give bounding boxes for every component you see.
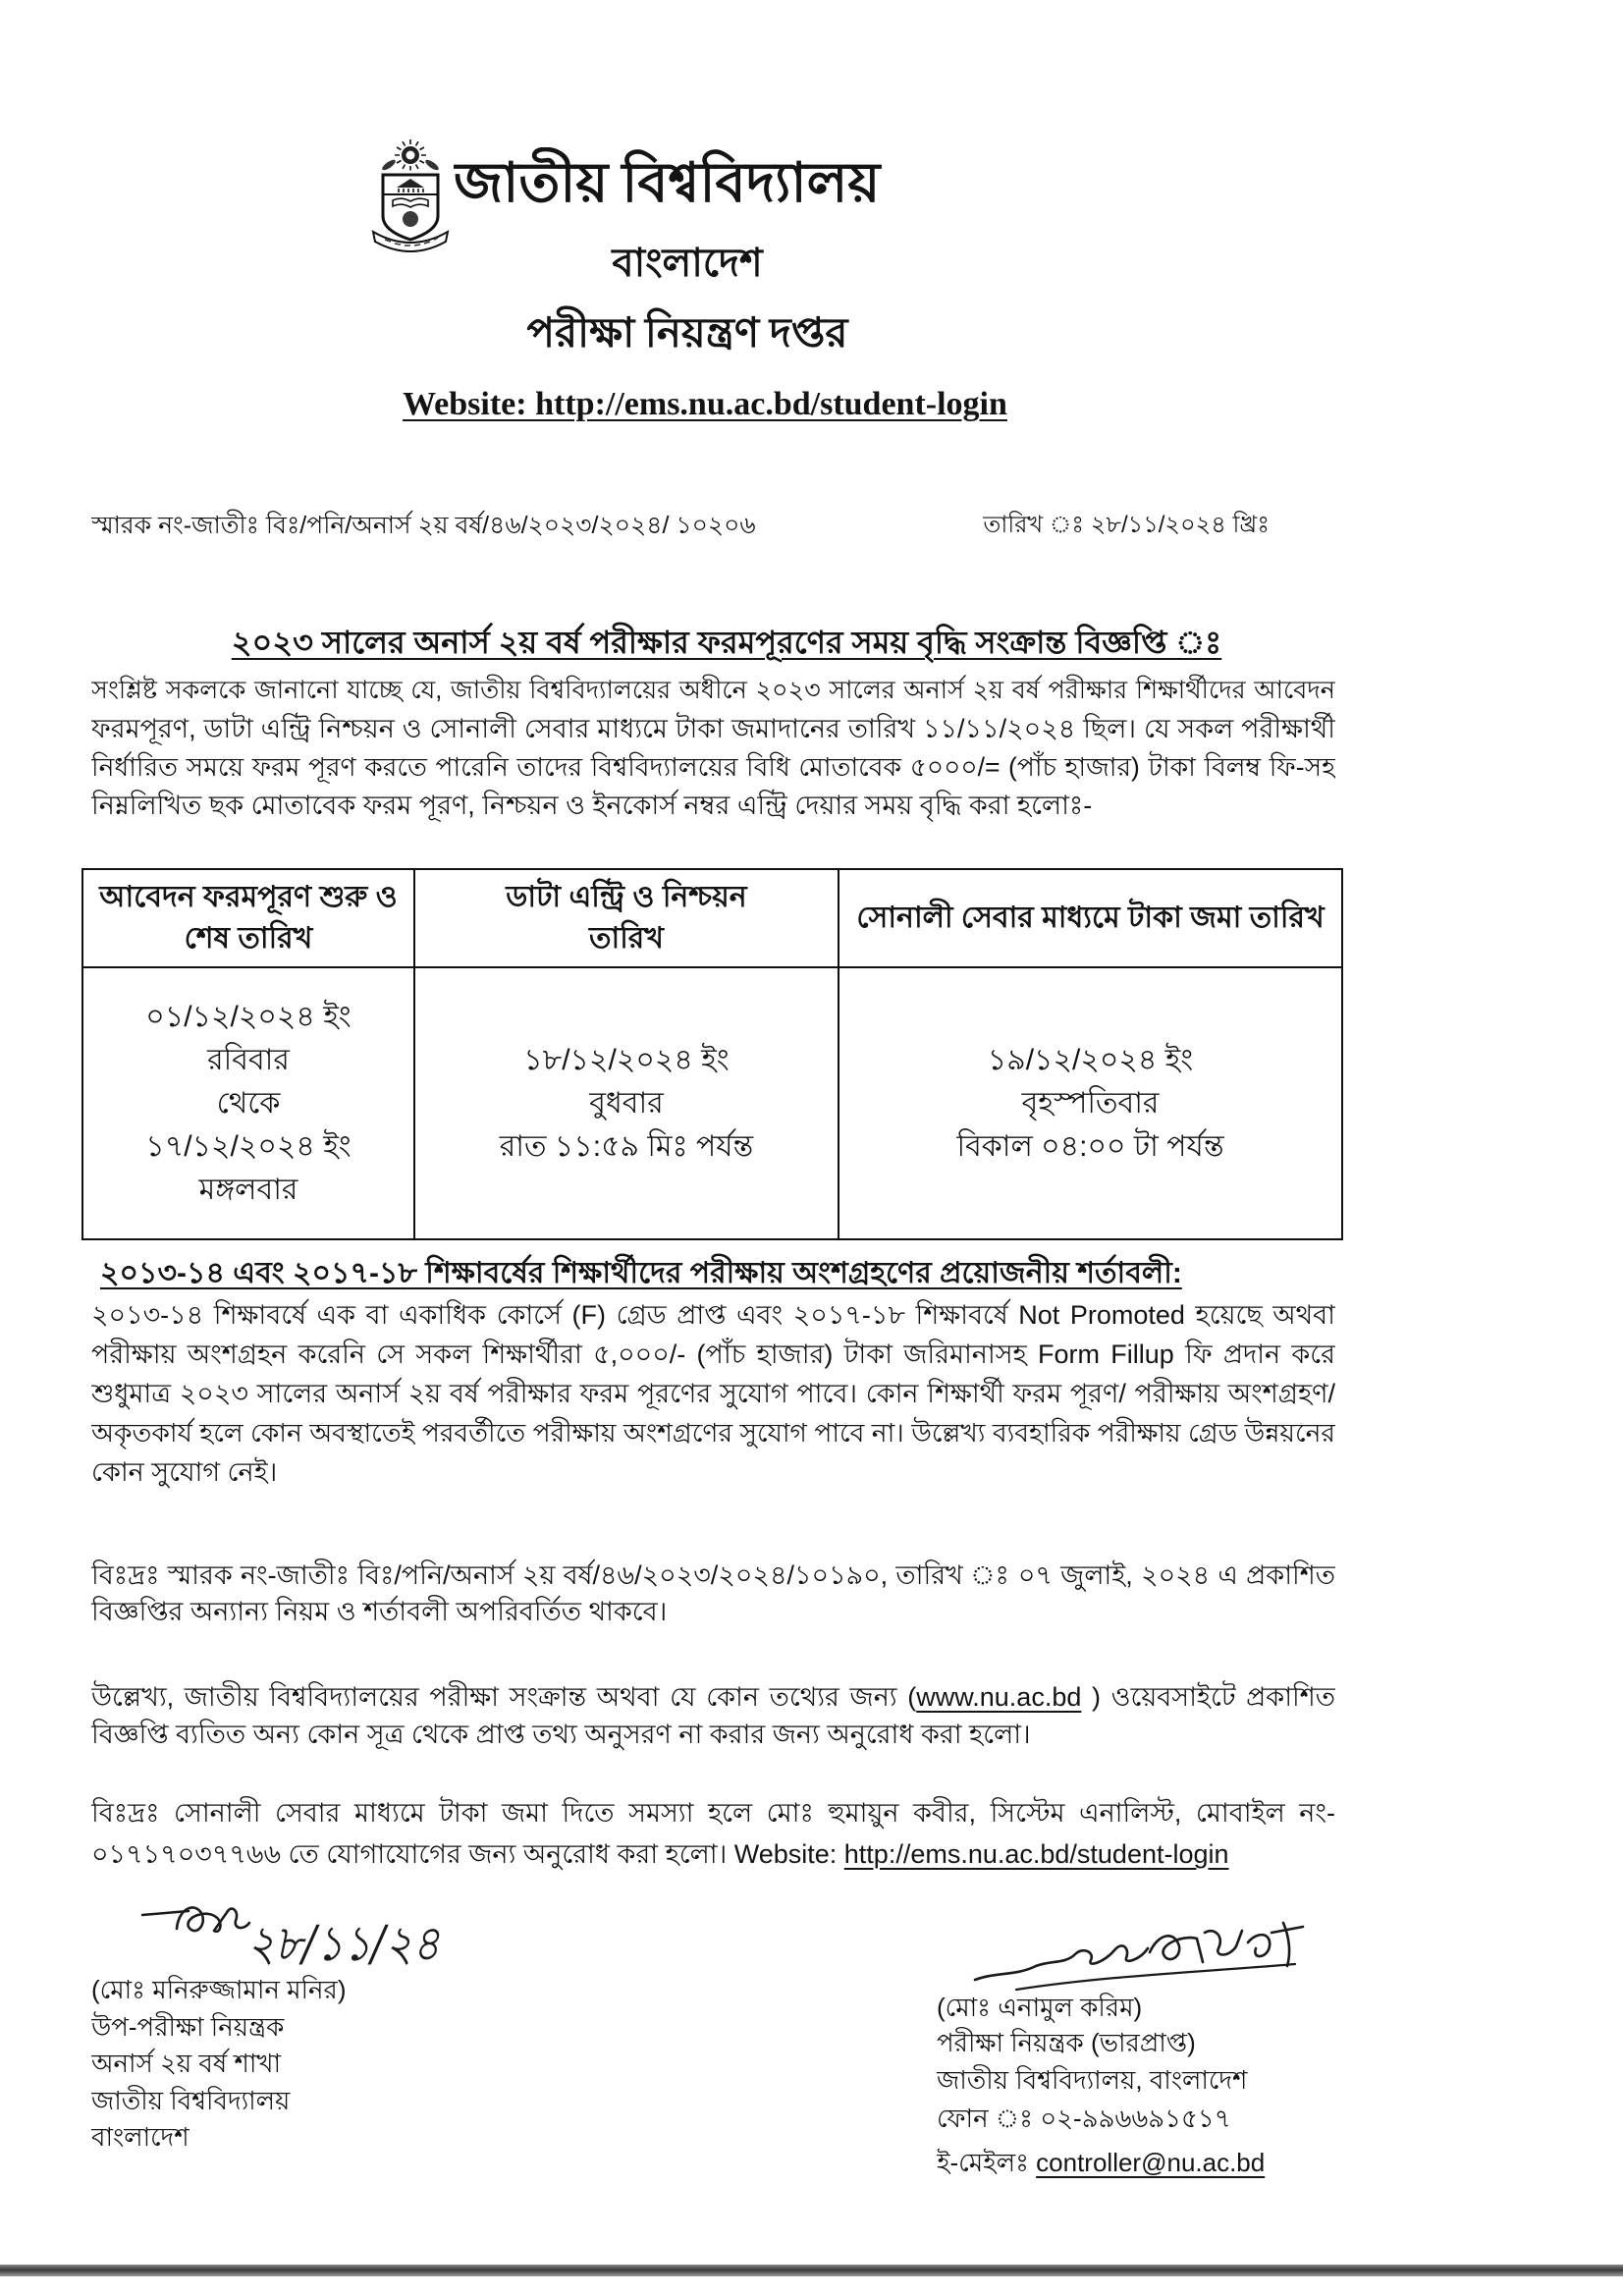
schedule-table	[81, 868, 1343, 1240]
right-signatory-name: (মোঃ এনামুল করিম)	[937, 1993, 1143, 2022]
previous-notice-line: বিজ্ঞপ্তির অন্যান্য নিয়ম ও শর্তাবলী অপরিবর্তিত থাকবে।	[91, 1597, 668, 1626]
sonali-help-line: বিঃদ্রঃ সোনালী সেবার মাধ্যমে টাকা জমা দিতে সমস্যা হলে মোঃ হুমায়ুন কবীর, সিস্টেম এনালিস্ট, মোবাইল নং-	[91, 1798, 1335, 1828]
left-signatory-section: অনার্স ২য় বর্ষ শাখা	[91, 2049, 281, 2078]
table-cell-line: থেকে	[216, 1086, 281, 1120]
sonali-help-line	[91, 1835, 1335, 1873]
previous-notice-line: বিঃদ্রঃ স্মারক নং-জাতীঃ বিঃ/পনি/অনার্স ২য় বর্ষ/৪৬/২০২৩/২০২৪/১০১৯০, তারিখ ঃ ০৭ জুলাই, ২০২৪ এ প্রকাশিত	[91, 1560, 1335, 1590]
right-handwritten-signature	[957, 1903, 1330, 2001]
table-cell-line: বৃহস্পতিবার	[1021, 1086, 1160, 1120]
conditions-line: ২০১৩-১৪ শিক্ষাবর্ষে এক বা একাধিক কোর্সে (F) গ্রেড প্রাপ্ত এবং ২০১৭-১৮ শিক্ষাবর্ষে Not Promoted হয়েছে অথবা	[91, 1300, 1335, 1330]
nu-website-link[interactable]: www.nu.ac.bd	[916, 1682, 1082, 1712]
conditions-line: অকৃতকার্য হলে কোন অবস্থাতেই পরবর্তীতে পরীক্ষায় অংশগ্রণের সুযোগ পাবে না। উল্লেখ্য ব্যবহারিক পরীক্ষায় গ্রেড উন্নয়নের	[91, 1418, 1335, 1448]
table-header-cell	[839, 870, 1341, 968]
intro-line: নিম্নলিখিত ছক মোতাবেক ফরম পূরণ, নিশ্চয়ন ও ইনকোর্স নম্বর এন্ট্রি দেয়ার সময় বৃদ্ধি করা হলোঃ-	[91, 791, 1093, 820]
right-signatory-institution: জাতীয় বিশ্ববিদ্যালয়, বাংলাদেশ	[937, 2065, 1248, 2095]
memo-reference: স্মারক নং-জাতীঃ বিঃ/পনি/অনার্স ২য় বর্ষ/৪৬/২০২৩/২০২৪/ ১০২০৬	[91, 512, 756, 539]
intro-line: সংশ্লিষ্ট সকলকে জানানো যাচ্ছে যে, জাতীয় বিশ্ববিদ্যালয়ের অধীনে ২০২৩ সালের অনার্স ২য় বর্ষ পরীক্ষার শিক্ষার্থীদের আবেদন	[91, 677, 1335, 704]
table-cell-line: বিকাল ০৪:০০ টা পর্যন্ত	[956, 1129, 1224, 1163]
table-header-line: সোনালী সেবার মাধ্যমে টাকা জমা তারিখ	[856, 902, 1325, 934]
sonali-help-text: ০১৭১৭০৩৭৭৬৬ তে যোগাযোগের জন্য অনুরোধ করা হলো। Website:	[91, 1839, 844, 1869]
notice-title-text: ২০২৩ সালের অনার্স ২য় বর্ষ পরীক্ষার ফরমপূরণের সময় বৃদ্ধি সংক্রান্ত বিজ্ঞপ্তি ঃ	[231, 625, 1222, 660]
table-cell-line: রবিবার	[207, 1043, 290, 1076]
table-cell-line: ০১/১২/২০২৪ ইং	[145, 1000, 352, 1033]
header-website	[312, 379, 1098, 430]
notice-title	[147, 619, 1306, 666]
table-header-line: শেষ তারিখ	[184, 922, 313, 955]
table-header-cell	[83, 870, 415, 968]
table-header-line: তারিখ	[589, 922, 664, 955]
table-header-cell	[415, 870, 839, 968]
table-header-line: ডাটা এন্ট্রি ও নিশ্চয়ন	[506, 881, 747, 913]
crest-shield	[383, 175, 438, 240]
left-signatory-name: (মোঃ মনিরুজ্জামান মনির)	[91, 1975, 347, 2004]
conditions-line: কোন সুযোগ নেই।	[91, 1457, 278, 1487]
university-name: জাতীয় বিশ্ববিদ্যালয়	[454, 153, 881, 214]
official-source-text: উল্লেখ্য, জাতীয় বিশ্ববিদ্যালয়ের পরীক্ষা সংক্রান্ত অথবা যে কোন তথ্যের জন্য (	[91, 1682, 917, 1712]
crest-sun-emblem	[381, 139, 441, 172]
table-cell-line: বুধবার	[589, 1086, 664, 1120]
table-cell-line: মঙ্গলবার	[198, 1173, 298, 1206]
official-source-line	[91, 1678, 1335, 1716]
conditions-line: পরীক্ষায় অংশগ্রহন করেনি সে সকল শিক্ষার্থীরা ৫,০০০/- (পাঁচ হাজার) টাকা জরিমানাসহ Form Fillup ফি প্রদান করে	[91, 1339, 1335, 1369]
university-country: বাংলাদেশ	[612, 241, 763, 285]
left-signatory-institution: জাতীয় বিশ্ববিদ্যালয়	[91, 2086, 291, 2115]
official-source-line: বিজ্ঞপ্তি ব্যতিত অন্য কোন সূত্র থেকে প্রাপ্ত তথ্য অনুসরণ না করার জন্য অনুরোধ করা হলো।	[91, 1720, 1031, 1749]
right-signatory-phone: ফোন ঃ ০২-৯৯৬৬৯১৫১৭	[937, 2104, 1231, 2133]
memo-date: তারিখ ঃ ২৮/১১/২০২৪ খ্রিঃ	[983, 512, 1270, 538]
table-cell-line: ১৮/১২/২০২৪ ইং	[523, 1043, 730, 1076]
table-header-line: আবেদন ফরমপূরণ শুরু ও	[99, 881, 398, 913]
office-name: পরীক্ষা নিয়ন্ত্রণ দপ্তর	[526, 311, 848, 356]
table-cell-line: ১৯/১২/২০২৪ ইং	[987, 1043, 1194, 1076]
left-handwritten-signature	[137, 1887, 461, 1986]
header-website-link[interactable]: Website: http://ems.nu.ac.bd/student-login	[403, 386, 1007, 422]
right-signatory-email-line	[937, 2145, 1349, 2180]
table-cell	[415, 968, 839, 1238]
table-cell	[83, 968, 415, 1238]
left-signature-date: ২৮/১১/২৪	[247, 1915, 441, 1972]
email-label: ই-মেইলঃ	[937, 2148, 1037, 2177]
official-source-text: ) ওয়েবসাইটে প্রকাশিত	[1081, 1682, 1335, 1712]
left-signatory-country: বাংলাদেশ	[91, 2122, 189, 2152]
ems-website-link[interactable]: http://ems.nu.ac.bd/student-login	[843, 1839, 1229, 1869]
table-cell	[839, 968, 1341, 1238]
intro-line: নির্ধারিত সময়ে ফরম পূরণ করতে পারেনি তাদের বিশ্ববিদ্যালয়ের বিধি মোতাবেক ৫০০০/= (পাঁচ হাজার) টাকা বিলম্ব ফি-সহ	[91, 752, 1335, 782]
table-cell-line: রাত ১১:৫৯ মিঃ পর্যন্ত	[499, 1129, 754, 1163]
conditions-title	[100, 1252, 1335, 1295]
email-link[interactable]: controller@nu.ac.bd	[1036, 2148, 1266, 2177]
intro-line: ফরমপূরণ, ডাটা এন্ট্রি নিশ্চয়ন ও সোনালী সেবার মাধ্যমে টাকা জমাদানের তারিখ ১১/১১/২০২৪ ছিল। যে সকল পরীক্ষার্থী	[91, 714, 1335, 743]
left-signatory-designation: উপ-পরীক্ষা নিয়ন্ত্রক	[91, 2012, 285, 2042]
table-cell-line: ১৭/১২/২০২৪ ইং	[145, 1129, 352, 1163]
conditions-title-text: ২০১৩-১৪ এবং ২০১৭-১৮ শিক্ষাবর্ষের শিক্ষার্থীদের পরীক্ষায় অংশগ্রহণের প্রয়োজনীয় শর্তাবলী:	[100, 1257, 1182, 1289]
right-signatory-designation: পরীক্ষা নিয়ন্ত্রক (ভারপ্রাপ্ত)	[937, 2028, 1196, 2057]
conditions-line: শুধুমাত্র ২০২৩ সালের অনার্স ২য় বর্ষ পরীক্ষার ফরম পূরণের সুযোগ পাবে। কোন শিক্ষার্থী ফরম পূরণ/ পরীক্ষায় অংশগ্রহণ/	[91, 1379, 1335, 1408]
scan-edge-band	[0, 2265, 1623, 2276]
